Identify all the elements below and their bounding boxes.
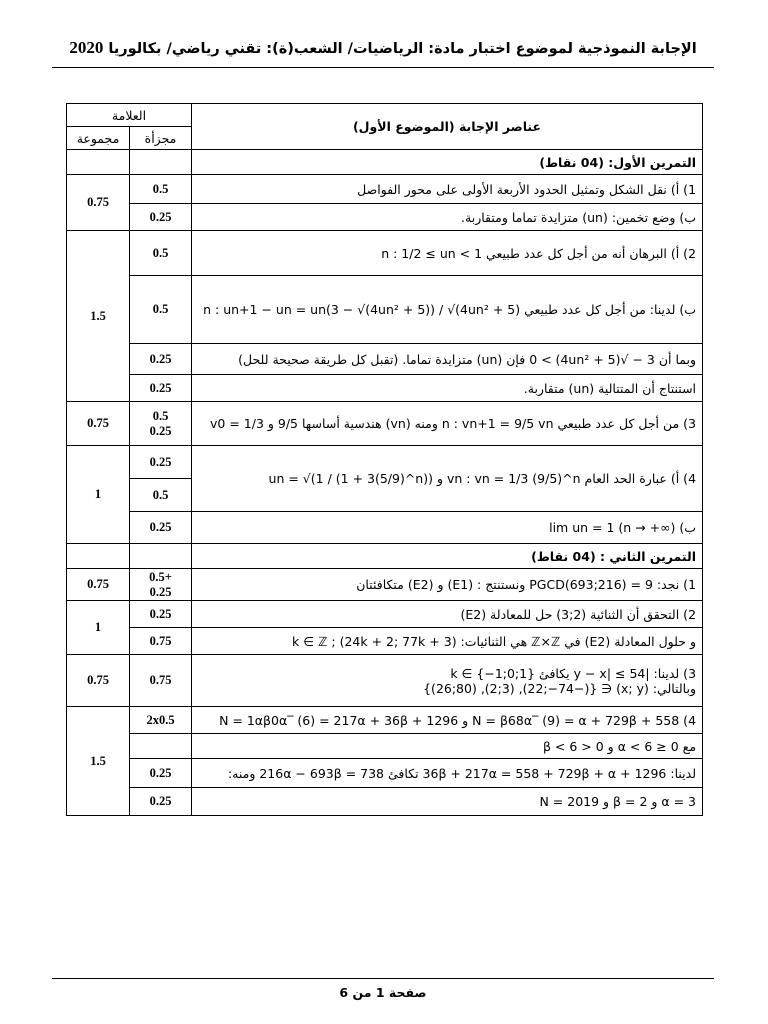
page-header (52, 38, 714, 58)
partial-mark: 0.25 (130, 344, 192, 375)
total-mark: 0.75 (67, 175, 130, 231)
header-year: 2020 (69, 38, 104, 57)
partial-mark: 0.75 (130, 628, 192, 655)
total-mark: 0.75 (67, 569, 130, 601)
answer-line: ب) وضع تخمين: (un) متزايدة تماما ومتقاربة. (192, 204, 703, 231)
partial-mark: 0.25 (130, 375, 192, 402)
answer-cell (192, 655, 703, 707)
exercise-2-header: التمرين الثاني : (04 نقاط) (192, 544, 703, 569)
partial-mark: 2x0.5 (130, 707, 192, 734)
total-mark: 1.5 (67, 231, 130, 402)
total-mark: 0.75 (67, 402, 130, 446)
answer-line: 2) أ) البرهان أنه من أجل كل عدد طبيعي n : 1/2 ≤ un < 1 (192, 231, 703, 276)
partial-mark: 0.5 (130, 276, 192, 344)
answer-line: 2) التحقق أن الثنائية (2;3) حل للمعادلة (E2) (192, 601, 703, 628)
partial-mark-pair (130, 402, 192, 446)
answer-line: 1) نجد: PGCD(693;216) = 9 ونستنتج : (E1) و (E2) متكافئتان (192, 569, 703, 601)
partial-mark (130, 734, 192, 759)
empty-cell (130, 150, 192, 175)
footer-rule (52, 978, 714, 979)
partial-mark: 0.5 (130, 175, 192, 204)
partial-mark: 0.25 (130, 446, 192, 479)
answer-line: و حلول المعادلة (E2) في ℤ×ℤ هي الثنائيات: (24k + 2; 77k + 3) ; k ∈ ℤ (192, 628, 703, 655)
partial-mark: 0.25 (130, 601, 192, 628)
answer-line: α = 3 و β = 2 و N = 2019 (192, 788, 703, 816)
answer-line: 4) أ) عبارة الحد العام vn : vn = 1/3 (9/5)^n و un = √(1 / (1 + 3(5/9)^n)) (192, 446, 703, 512)
header-rule (52, 67, 714, 68)
answer-line: ب) لدينا: من أجل كل عدد طبيعي n : un+1 − un = un(3 − √(4un² + 5)) / √(4un² + 5) (192, 276, 703, 344)
answer-line: 3) لدينا: |y − x| ≤ 54 يكافئ k ∈ {−1;0;1} (450, 665, 697, 681)
partial-mark: 0.5 (152, 408, 169, 423)
marks-header: العلامة (67, 104, 192, 127)
header-title: الإجابة النموذجية لموضوع اختبار مادة: الرياضيات/ الشعب(ة): تقني رياضي/ بكالوريا (108, 41, 697, 57)
answer-line: لدينا: 1296 + 36β + 217α = 558 + 729β + α تكافئ 738 = 216α − 693β ومنه: (192, 759, 703, 788)
partial-mark: 0.25 (130, 788, 192, 816)
exercise-1-header: التمرين الأول: (04 نقاط) (192, 150, 703, 175)
partial-mark: 0.25 (149, 423, 172, 438)
partial-mark: 0.25 (130, 204, 192, 231)
partial-mark: 0.75 (130, 655, 192, 707)
partial-mark: 0.25 (149, 584, 172, 599)
answer-table (66, 103, 703, 816)
answer-line: وبما أن 3 − √(4un² + 5) > 0 فإن (un) متزايدة تماما. (تقبل كل طريقة صحيحة للحل) (192, 344, 703, 375)
col-total-header: مجموعة (67, 127, 130, 150)
total-mark: 0.75 (67, 655, 130, 707)
partial-mark: 0.25 (130, 512, 192, 544)
table-title: عناصر الإجابة (الموضوع الأول) (192, 104, 703, 150)
empty-cell (67, 150, 130, 175)
answer-line: استنتاج أن المتتالية (un) متقاربة. (192, 375, 703, 402)
total-mark: 1.5 (67, 707, 130, 816)
col-partial-header: مجزأة (130, 127, 192, 150)
total-mark: 1 (67, 601, 130, 655)
partial-mark: 0.5+ (149, 569, 172, 584)
empty-cell (130, 544, 192, 569)
answer-line: مع 0 ≤ α < 6 و 0 < β < 6 (192, 734, 703, 759)
partial-mark: 0.5 (130, 479, 192, 512)
answer-line: وبالتالي: (x; y) ∈ {(−22;−74), (2;3), (26;80)} (423, 680, 697, 696)
total-mark: 1 (67, 446, 130, 544)
empty-cell (67, 544, 130, 569)
partial-mark: 0.5 (130, 231, 192, 276)
answer-line: ب) lim un = 1 (n → +∞) (192, 512, 703, 544)
answer-line: 4) N = β68α‾ (9) = α + 729β + 558 و N = 1αβ0α‾ (6) = 217α + 36β + 1296 (192, 707, 703, 734)
partial-mark: 0.25 (130, 759, 192, 788)
page-footer: صفحة 1 من 6 (339, 985, 427, 1000)
partial-mark-pair (130, 569, 192, 601)
answer-line: 1) أ) نقل الشكل وتمثيل الحدود الأربعة الأولى على محور الفواصل (192, 175, 703, 204)
answer-line: 3) من أجل كل عدد طبيعي n : vn+1 = 9/5 vn ومنه (vn) هندسية أساسها 9/5 و v0 = 1/3 (192, 402, 703, 446)
